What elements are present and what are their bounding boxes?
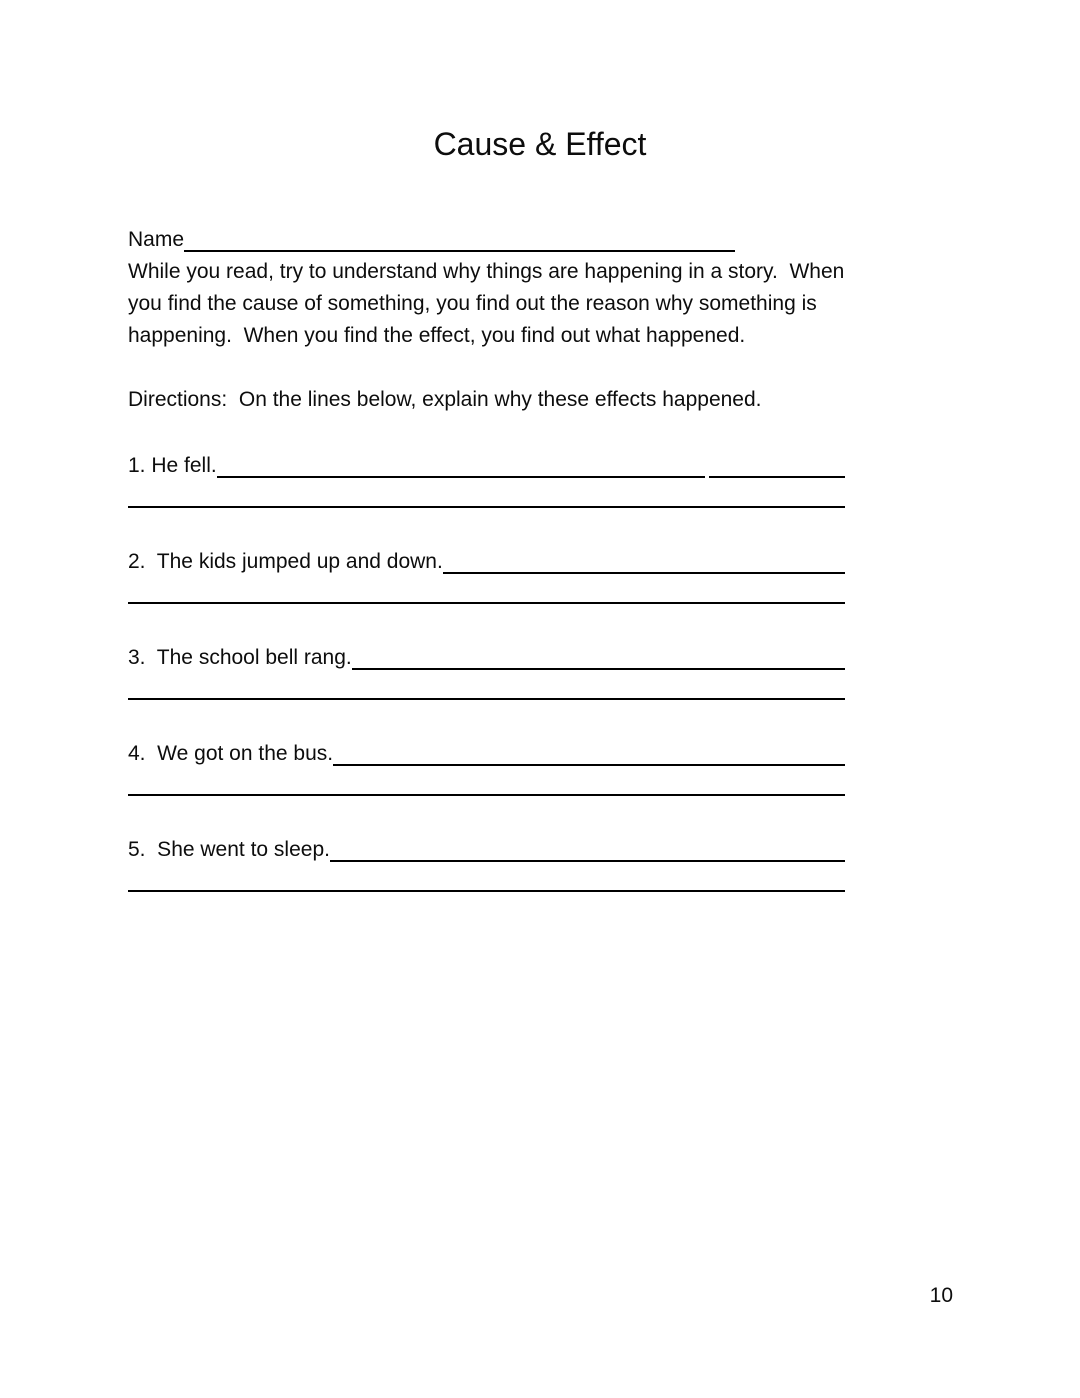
question-list bbox=[128, 450, 845, 930]
question-row bbox=[128, 578, 845, 610]
question-row bbox=[128, 450, 845, 482]
question-label: 1. He fell. bbox=[128, 454, 217, 477]
page-number: 10 bbox=[929, 1284, 953, 1307]
intro-paragraph bbox=[128, 256, 948, 352]
page-title: Cause & Effect bbox=[433, 126, 647, 162]
answer-blank-line bbox=[352, 642, 845, 670]
answer-blank-line bbox=[128, 482, 845, 508]
question-item-1 bbox=[128, 450, 845, 514]
directions-text: Directions: On the lines below, explain why these effects happened. bbox=[128, 388, 762, 411]
question-row bbox=[128, 674, 845, 706]
question-row bbox=[128, 482, 845, 514]
question-item-3 bbox=[128, 642, 845, 706]
answer-blank-line bbox=[333, 738, 845, 766]
question-item-4 bbox=[128, 738, 845, 802]
answer-blank-line bbox=[443, 546, 845, 574]
question-row bbox=[128, 770, 845, 802]
answer-blank-line bbox=[128, 674, 845, 700]
intro-line: While you read, try to understand why things are happening in a story. When bbox=[128, 260, 845, 283]
question-row bbox=[128, 546, 845, 578]
answer-blank-line bbox=[128, 866, 845, 892]
question-row bbox=[128, 738, 845, 770]
answer-blank-line bbox=[709, 450, 845, 478]
answer-blank-line bbox=[330, 834, 845, 862]
question-row bbox=[128, 834, 845, 866]
question-label: 4. We got on the bus. bbox=[128, 742, 334, 765]
name-blank-line bbox=[184, 224, 735, 252]
question-label: 2. The kids jumped up and down. bbox=[128, 550, 443, 573]
intro-line: you find the cause of something, you find out the reason why something is bbox=[128, 292, 817, 315]
intro-line: happening. When you find the effect, you find out what happened. bbox=[128, 324, 746, 347]
question-label: 3. The school bell rang. bbox=[128, 646, 352, 669]
answer-blank-line bbox=[217, 450, 705, 478]
answer-blank-line bbox=[128, 578, 845, 604]
name-row bbox=[128, 224, 852, 256]
question-row bbox=[128, 642, 845, 674]
question-label: 5. She went to sleep. bbox=[128, 838, 330, 861]
question-item-5 bbox=[128, 834, 845, 898]
question-row bbox=[128, 866, 845, 898]
name-label: Name bbox=[128, 228, 185, 251]
question-item-2 bbox=[128, 546, 845, 610]
answer-blank-line bbox=[128, 770, 845, 796]
